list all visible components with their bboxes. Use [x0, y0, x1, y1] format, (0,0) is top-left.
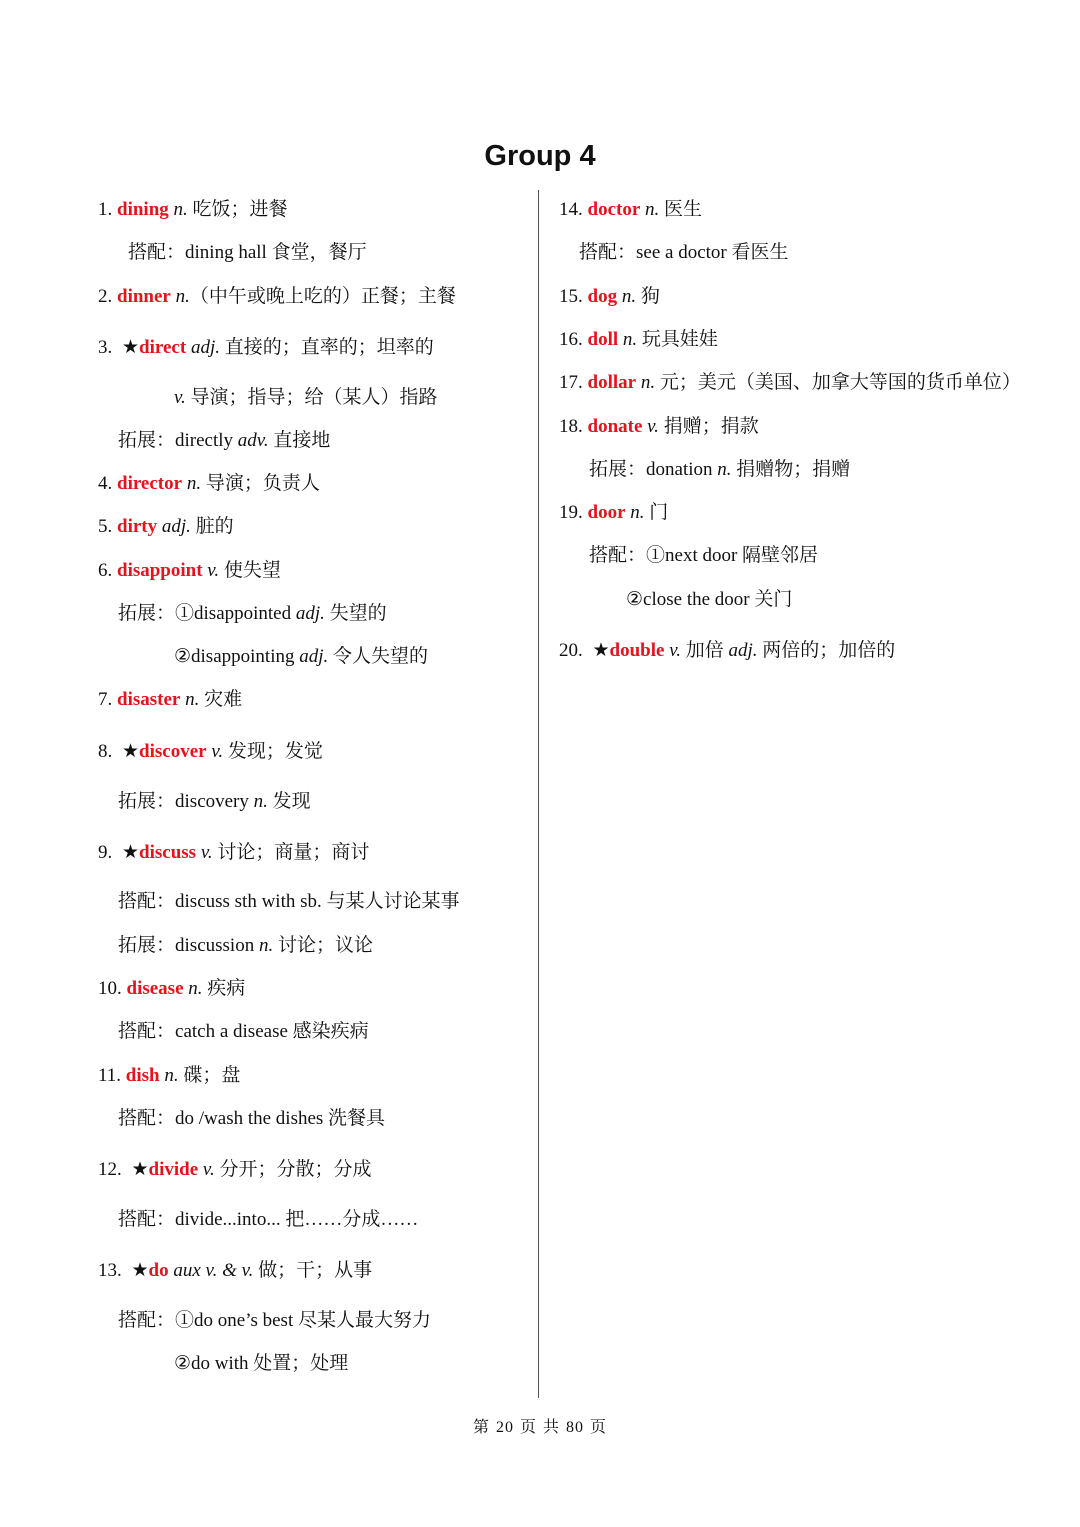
headword: divide: [148, 1159, 199, 1180]
collocation-text: ②close the door 关门: [626, 589, 793, 610]
entry-donate: [559, 415, 759, 439]
part-of-speech: adj.: [161, 516, 191, 537]
headword: doll: [587, 329, 619, 350]
headword: dirty: [117, 516, 158, 537]
headword: donate: [587, 416, 643, 437]
star-icon: ★: [122, 842, 140, 863]
headword: dinner: [117, 286, 171, 307]
collocation-label: 搭配：: [118, 1108, 176, 1129]
footer-total-word: 共: [543, 1419, 561, 1436]
part-of-speech: v.: [207, 560, 220, 581]
page-footer: [0, 1414, 1080, 1437]
collocation-text: ①next door 隔壁邻居: [646, 545, 819, 566]
meaning: 疾病: [207, 978, 246, 999]
collocation-label: 搭配：: [589, 545, 647, 566]
part-of-speech: n.: [630, 502, 645, 523]
entry-number: 9.: [98, 842, 113, 863]
part-of-speech: adj.: [190, 337, 220, 358]
entry-number: 10.: [98, 978, 122, 999]
entry-number: 15.: [559, 286, 583, 307]
extension-label: 拓展：: [589, 459, 647, 480]
entry-number: 17.: [559, 372, 583, 393]
headword: dollar: [587, 372, 637, 393]
page-title: Group 4: [484, 140, 596, 172]
extension-label: 拓展：: [118, 430, 176, 451]
collocation-line: [128, 241, 367, 265]
entry-number: 14.: [559, 199, 583, 220]
collocation-line: [626, 588, 792, 612]
entry-discover: [98, 740, 323, 764]
meaning: 加倍: [685, 640, 724, 661]
total-page-number: 80: [566, 1419, 585, 1436]
entry-direct: [98, 336, 434, 360]
column-divider: [538, 190, 539, 1398]
extension-line: [174, 645, 428, 669]
meaning-2: 两倍的；加倍的: [762, 640, 896, 661]
entry-number: 18.: [559, 416, 583, 437]
extension-label: 拓展：: [118, 935, 176, 956]
headword: dining: [117, 199, 169, 220]
footer-prefix: 第: [472, 1419, 490, 1436]
extension-word: discovery: [175, 791, 249, 812]
collocation-text: divide...into... 把……分成……: [175, 1209, 419, 1230]
collocation-line: [118, 890, 460, 914]
extension-word: discussion: [175, 935, 255, 956]
current-page-number: 20: [495, 1419, 514, 1436]
headword: disappoint: [117, 560, 203, 581]
meaning: 捐赠物；捐赠: [736, 459, 851, 480]
star-icon: ★: [131, 1260, 149, 1281]
entry-number: 16.: [559, 329, 583, 350]
entry-do: [98, 1259, 372, 1283]
collocation-text: discuss sth with sb. 与某人讨论某事: [175, 891, 460, 912]
entry-discuss: [98, 841, 369, 865]
entry-disease: [98, 977, 245, 1001]
entry-number: 19.: [559, 502, 583, 523]
entry-number: 8.: [98, 741, 113, 762]
collocation-text: catch a disease 感染疾病: [175, 1021, 369, 1042]
collocation-label: 搭配：: [118, 891, 176, 912]
entry-doctor: [559, 198, 702, 222]
extension-label: 拓展：: [118, 603, 176, 624]
extension-word: donation: [646, 459, 713, 480]
collocation-label: 搭配：: [118, 1021, 176, 1042]
footer-suffix: 页: [590, 1419, 608, 1436]
star-icon: ★: [131, 1159, 149, 1180]
extension-label: 拓展：: [118, 791, 176, 812]
collocation-line: [118, 1309, 431, 1333]
meaning: 使失望: [223, 560, 281, 581]
part-of-speech: n.: [645, 199, 660, 220]
extension-word: directly: [175, 430, 234, 451]
collocation-line: [174, 1352, 348, 1376]
star-icon: ★: [122, 741, 140, 762]
part-of-speech: n.: [186, 473, 202, 494]
part-of-speech-2: adj.: [728, 640, 758, 661]
entry-number: 11.: [98, 1065, 122, 1086]
entry-disaster: [98, 688, 242, 712]
part-of-speech: v.: [202, 1159, 215, 1180]
collocation-line: [118, 1208, 418, 1232]
meaning: 玩具娃娃: [641, 329, 718, 350]
extension-line: [118, 934, 373, 958]
extension-word: ②disappointing: [174, 646, 295, 667]
headword: doctor: [587, 199, 641, 220]
headword: discover: [139, 741, 207, 762]
part-of-speech: n.: [622, 329, 638, 350]
entry-dollar: [559, 371, 1021, 395]
entry-number: 2.: [98, 286, 113, 307]
collocation-label: 搭配：: [118, 1209, 176, 1230]
meaning: 讨论；商量；商讨: [217, 842, 370, 863]
entry-doll: [559, 328, 718, 352]
entry-director: [98, 472, 320, 496]
part-of-speech: v.: [211, 741, 224, 762]
entry-dish: [98, 1064, 240, 1088]
meaning: 失望的: [329, 603, 387, 624]
collocation-line: [579, 241, 789, 265]
star-icon: ★: [592, 640, 610, 661]
entry-number: 3.: [98, 337, 113, 358]
entry-number: 1.: [98, 199, 113, 220]
entry-number: 7.: [98, 689, 113, 710]
entry-number: 6.: [98, 560, 113, 581]
meaning: 灾难: [204, 689, 243, 710]
headword: discuss: [139, 842, 197, 863]
part-of-speech: n.: [188, 978, 203, 999]
entry-disappoint: [98, 559, 281, 583]
meaning: 医生: [664, 199, 703, 220]
entry-dirty: [98, 515, 234, 539]
part-of-speech: n.: [173, 199, 188, 220]
collocation-label: 搭配：: [128, 242, 186, 263]
meaning: 导演；指导；给（某人）指路: [190, 387, 438, 408]
collocation-line: [118, 1107, 385, 1131]
headword: direct: [139, 337, 187, 358]
part-of-speech: v.: [647, 416, 659, 437]
collocation-line: [589, 544, 818, 568]
part-of-speech: v.: [174, 387, 186, 408]
headword: double: [609, 640, 665, 661]
part-of-speech: adv.: [237, 430, 269, 451]
headword: dish: [125, 1065, 160, 1086]
headword: director: [117, 473, 183, 494]
meaning: 吃饭；进餐: [192, 199, 288, 220]
headword: disease: [126, 978, 184, 999]
part-of-speech: n.: [175, 286, 190, 307]
part-of-speech: v.: [200, 842, 213, 863]
entry-dining: [98, 198, 288, 222]
meaning: 令人失望的: [333, 646, 429, 667]
extension-line: [118, 429, 330, 453]
entry-divide: [98, 1158, 371, 1182]
meaning: 元；美元（美国、加拿大等国的货币单位）: [659, 372, 1021, 393]
star-icon: ★: [122, 337, 140, 358]
part-of-speech: n.: [253, 791, 268, 812]
part-of-speech: v.: [669, 640, 681, 661]
meaning: 脏的: [195, 516, 234, 537]
part-of-speech: adj.: [299, 646, 329, 667]
entry-number: 20.: [559, 640, 583, 661]
meaning: 讨论；议论: [277, 935, 373, 956]
meaning: 捐赠；捐款: [663, 416, 759, 437]
meaning: 分开；分散；分成: [219, 1159, 372, 1180]
collocation-text: do /wash the dishes 洗餐具: [175, 1108, 386, 1129]
collocation-line: [118, 1020, 369, 1044]
entry-door: [559, 501, 668, 525]
extra-sense-line: [174, 386, 438, 410]
meaning: 发现；发觉: [227, 741, 323, 762]
meaning: 做；干；从事: [258, 1260, 373, 1281]
part-of-speech: adj.: [295, 603, 325, 624]
headword: do: [148, 1260, 169, 1281]
meaning: 直接的；直率的；坦率的: [224, 337, 434, 358]
part-of-speech: n.: [621, 286, 637, 307]
entry-dog: [559, 285, 660, 309]
meaning: 门: [649, 502, 669, 523]
collocation-label: 搭配：: [118, 1310, 176, 1331]
collocation-text: dining hall 食堂，餐厅: [185, 242, 367, 263]
entry-double: [559, 639, 895, 663]
meaning: 碟；盘: [183, 1065, 241, 1086]
part-of-speech: n.: [258, 935, 274, 956]
meaning: 导演；负责人: [205, 473, 320, 494]
part-of-speech: aux v. & v.: [173, 1260, 254, 1281]
entry-dinner: [98, 285, 456, 309]
headword: door: [587, 502, 626, 523]
entry-number: 12.: [98, 1159, 122, 1180]
meaning: 直接地: [273, 430, 331, 451]
collocation-text: see a doctor 看医生: [636, 242, 789, 263]
meaning: 发现: [272, 791, 311, 812]
entry-number: 13.: [98, 1260, 122, 1281]
part-of-speech: n.: [640, 372, 656, 393]
part-of-speech: n.: [164, 1065, 179, 1086]
collocation-text: ①do one’s best 尽某人最大努力: [175, 1310, 431, 1331]
meaning: 狗: [640, 286, 660, 307]
extension-line: [118, 790, 311, 814]
entry-number: 5.: [98, 516, 113, 537]
meaning: （中午或晚上吃的）正餐；主餐: [189, 286, 456, 307]
part-of-speech: n.: [185, 689, 200, 710]
extension-line: [589, 458, 850, 482]
part-of-speech: n.: [717, 459, 732, 480]
collocation-label: 搭配：: [579, 242, 637, 263]
extension-word: ①disappointed: [175, 603, 292, 624]
entry-number: 4.: [98, 473, 113, 494]
footer-page-word: 页: [519, 1419, 537, 1436]
collocation-text: ②do with 处置；处理: [174, 1353, 349, 1374]
headword: dog: [587, 286, 618, 307]
headword: disaster: [117, 689, 181, 710]
extension-line: [118, 602, 387, 626]
